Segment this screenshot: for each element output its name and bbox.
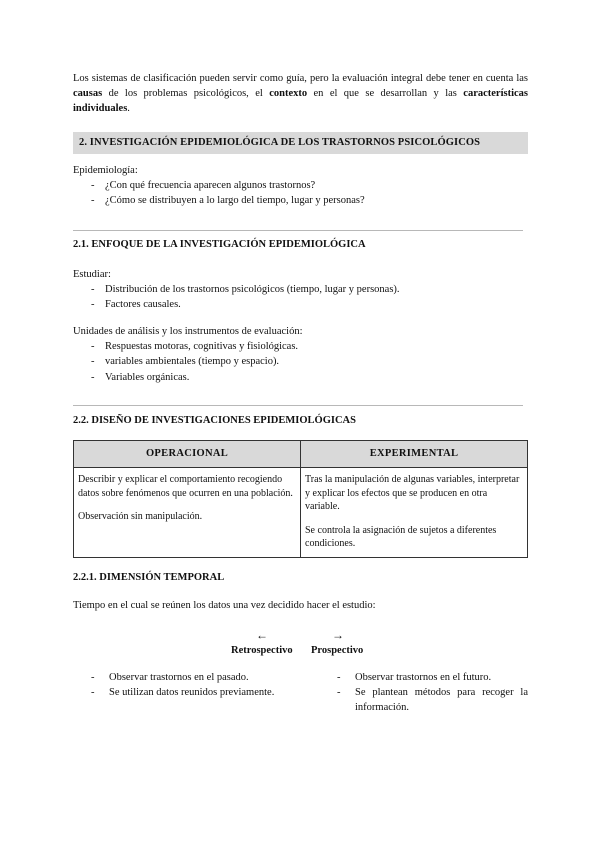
intro-text-4: . [127,103,130,115]
study-block [73,267,528,313]
study-list [73,282,528,312]
intro-causas: causas [73,88,103,100]
epidemiology-label: Epidemiología: [73,165,138,176]
section-2-2-1-title: 2.2.1. DIMENSIÓN TEMPORAL [73,572,225,583]
intro-text-2: de los problemas psicológicos, el [102,88,270,100]
list-item: - Se utilizan datos reunidos previamente. [73,685,303,700]
experimental-control: Se controla la asignación de sujetos a diferentes condiciones. [305,524,497,549]
epidemiology-block [73,163,528,209]
list-item: - variables ambientales (tiempo y espacio). [91,354,528,369]
prospectivo-label: Prospectivo [311,645,364,656]
list-item: - Distribución de los trastornos psicológicos (tiempo, lugar y personas). [91,282,528,297]
divider [73,405,523,406]
intro-caracteristicas: características individuales [73,88,528,115]
table-cell-operacional [74,468,301,558]
arrow-right-icon: → [332,628,344,642]
table-header-experimental: EXPERIMENTAL [301,441,528,468]
retrospectivo-list [73,670,303,700]
operacional-description: Describir y explicar el comportamiento recogiendo datos sobre fenómenos que ocurren en una población. [78,474,293,499]
list-item: - Variables orgánicas. [91,370,528,385]
intro-text-3: en el que se desarrollan y las [307,88,464,100]
list-item: - Observar trastornos en el futuro. [337,670,528,685]
section-2-1-title: 2.1. ENFOQUE DE LA INVESTIGACIÓN EPIDEMIOLÓGICA [73,239,366,250]
section-2-2-title: 2.2. DISEÑO DE INVESTIGACIONES EPIDEMIOLÓGICAS [73,415,356,426]
table-cell-experimental [301,468,528,558]
operacional-observation: Observación sin manipulación. [78,511,203,522]
units-list [73,339,528,385]
retrospectivo-column [73,670,303,700]
units-label: Unidades de análisis y los instrumentos de evaluación: [73,326,303,337]
prospectivo-list [337,670,528,716]
section-2-title: 2. INVESTIGACIÓN EPIDEMIOLÓGICA DE LOS TRASTORNOS PSICOLÓGICOS [73,132,528,154]
retrospectivo-label: Retrospectivo [231,645,293,656]
design-comparison-table [73,440,528,558]
list-item: - ¿Con qué frecuencia aparecen algunos trastornos? [91,178,528,193]
temporal-intro: Tiempo en el cual se reúnen los datos una vez decidido hacer el estudio: [73,600,376,611]
prospectivo-column [337,670,528,716]
intro-text-1: Los sistemas de clasificación pueden servir como guía, pero la evaluación integral debe tener en cuenta las [73,73,528,84]
arrow-left-icon: ← [256,628,268,642]
experimental-description: Tras la manipulación de algunas variables, interpretar y explicar los efectos que se producen en otra variable. [305,474,520,512]
intro-contexto: contexto [269,88,308,100]
units-block [73,324,528,385]
table-header-operacional: OPERACIONAL [74,441,301,468]
intro-paragraph [73,71,528,117]
list-item: - Respuestas motoras, cognitivas y fisiológicas. [91,339,528,354]
list-item: - Se plantean métodos para recoger la información. [337,685,528,715]
study-label: Estudiar: [73,269,111,280]
temporal-arrows [231,627,371,663]
list-item: - Observar trastornos en el pasado. [73,670,303,685]
list-item: - ¿Cómo se distribuyen a lo largo del tiempo, lugar y personas? [91,193,528,208]
list-item: - Factores causales. [91,297,528,312]
divider [73,230,523,231]
epidemiology-list [73,178,528,208]
